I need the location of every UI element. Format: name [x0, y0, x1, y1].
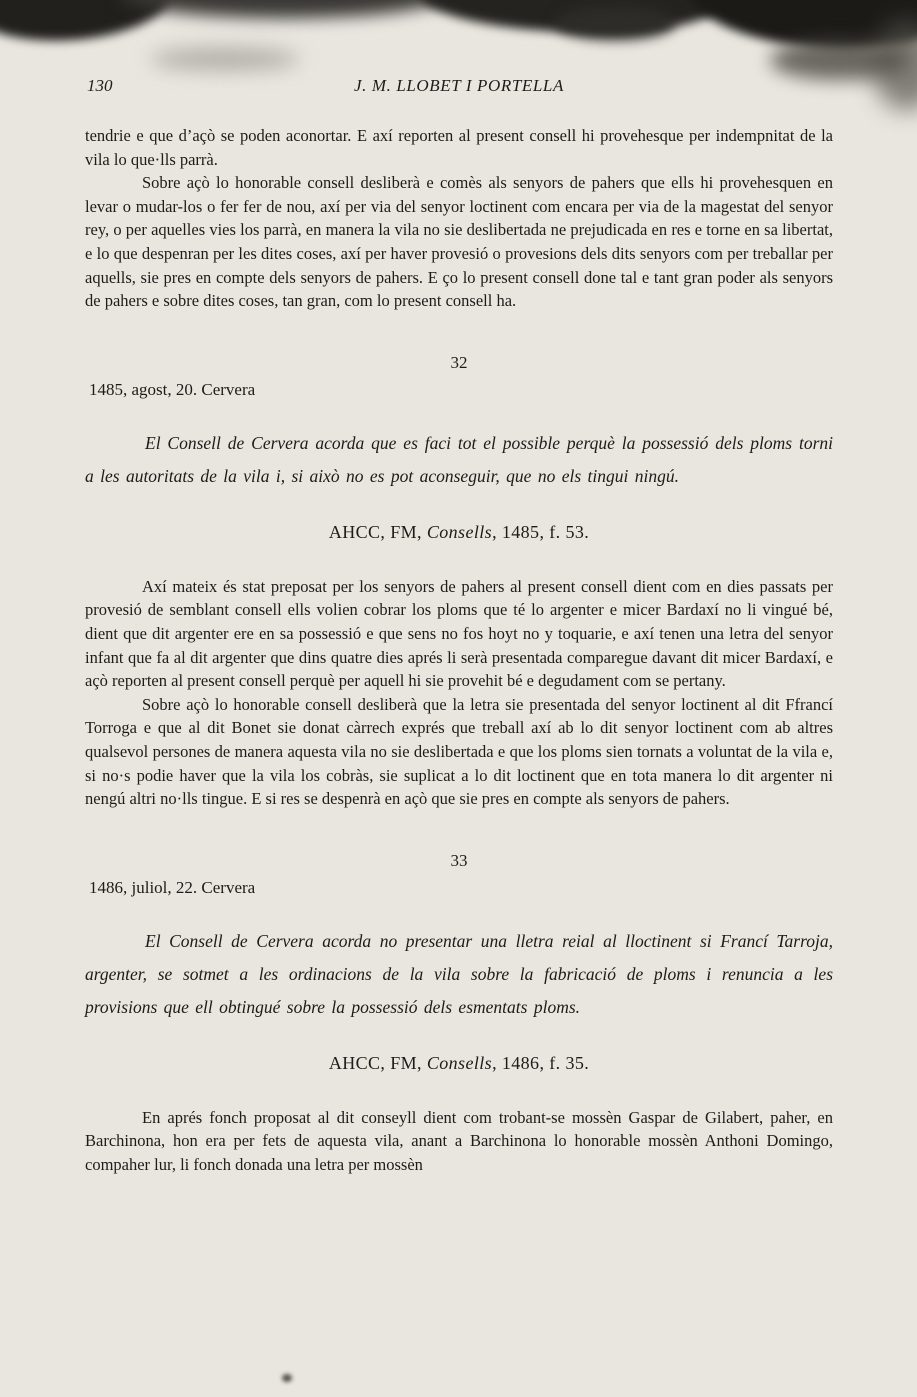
doc-paragraph: Axí mateix és stat preposat per los senyors de pahers al present consell dient com en dies passats per provesió de semblant consell ells volien cobrar los ploms que té lo argenter e micer Bardaxí no li vingué bé, dient que dit argenter ere en sa possessió e que sens no fos hoyt no y toquarie, e axí tenen una letra del senyor infant que fa al dit argenter que dins quatre dies aprés li serà presentada comparegue davant dit micer Bardaxí, e açò reporten al present consell perquè per aquell hi sie provehit bé e degudament com se pertany.: [85, 576, 833, 691]
doc-date: 1486, juliol, 22. Cervera: [89, 877, 256, 897]
doc-paragraph: En aprés fonch proposat al dit conseyll dient com trobant-se mossèn Gaspar de Gilabert, paher, en Barchinona, hon era per fets de aquesta vila, anant a Barchinona lo honorable mossèn Anthoni Domingo, compaher lur, li fonch donada una letra per mossèn: [85, 1107, 833, 1174]
scan-artifact: [282, 1374, 292, 1382]
doc-body: [85, 575, 833, 811]
citation-reference: , 1486, f. 35.: [492, 1052, 590, 1073]
document-entry-32: [85, 350, 833, 811]
doc-number: 33: [450, 850, 468, 870]
doc-paragraph: Sobre açò lo honorable consell desliberà que la letra sie presentada del senyor loctinent al dit Ffrancí Torroga e que al dit Bonet sie donat càrrech exprés que treball axí ab lo dit senyor loctinent com ab altres qualsevol persones de manera aquesta vila no sie deslibertada e que los ploms sien tornats a voluntat de la vila e, si no·s podie haver que la vila los cobràs, sie suplicat a lo dit loctinent que en tota manera lo dit argenter ni nengú altri no·lls tingue. E si res se despenrà en açò que sie pres en compte als senyors de pahers.: [85, 694, 833, 809]
doc-summary: El Consell de Cervera acorda que es faci tot el possible perquè la possessió dels ploms torni a les autoritats de la vila i, si això no es pot aconseguir, que no els tingui ningú.: [85, 432, 833, 486]
citation-archive: AHCC, FM,: [328, 521, 427, 542]
citation-source: Consells: [426, 521, 493, 542]
intro-paragraph: tendrie e que d’açò se poden aconortar. E axí reporten al present consell hi provehesque per indempnitat de la vila lo que·lls parrà.: [85, 126, 833, 169]
doc-body: [85, 1106, 833, 1177]
running-title: J. M. LLOBET I PORTELLA: [354, 76, 564, 95]
doc-summary: El Consell de Cervera acorda no presentar una lletra reial al lloctinent si Francí Tarroja, argenter, se sotmet a les ordinacions de la vila sobre la fabricació de ploms i renuncia a les provisions que ell obtingué sobre la possessió dels esmentats ploms.: [85, 930, 833, 1017]
page-content: [85, 76, 833, 1176]
document-entry-33: [85, 848, 833, 1177]
doc-date: 1485, agost, 20. Cervera: [89, 379, 256, 399]
scan-artifact: [120, 0, 450, 18]
doc-number: 32: [450, 352, 468, 372]
page-header: [85, 76, 833, 100]
citation-reference: , 1485, f. 53.: [492, 521, 590, 542]
doc-citation: [85, 520, 833, 545]
scan-artifact: [150, 48, 300, 70]
doc-citation: [85, 1051, 833, 1076]
scan-artifact: [555, 6, 675, 40]
page-number: 130: [87, 76, 113, 95]
intro-paragraph: Sobre açò lo honorable consell desliberà e comès als senyors de pahers que ells hi provehesquen en levar o mudar-los o fer fer de nou, axí per via del senyor loctinent com encara per via de la magestat del senyor rey, o per aquelles vies los parrà, en manera la vila no sie deslibertada ne prejudicada en res e torne en sa libertat, e lo que despenran per les dites coses, axí per haver provesió o provesions dels dits senyors com per treballar per aquells, sie pres en compte dels senyors de pahers. E ço lo present consell done tal e tant gran poder als senyors de pahers e sobre dites coses, tan gran, com lo present consell ha.: [85, 173, 833, 311]
citation-source: Consells: [426, 1052, 493, 1073]
citation-archive: AHCC, FM,: [328, 1052, 427, 1073]
